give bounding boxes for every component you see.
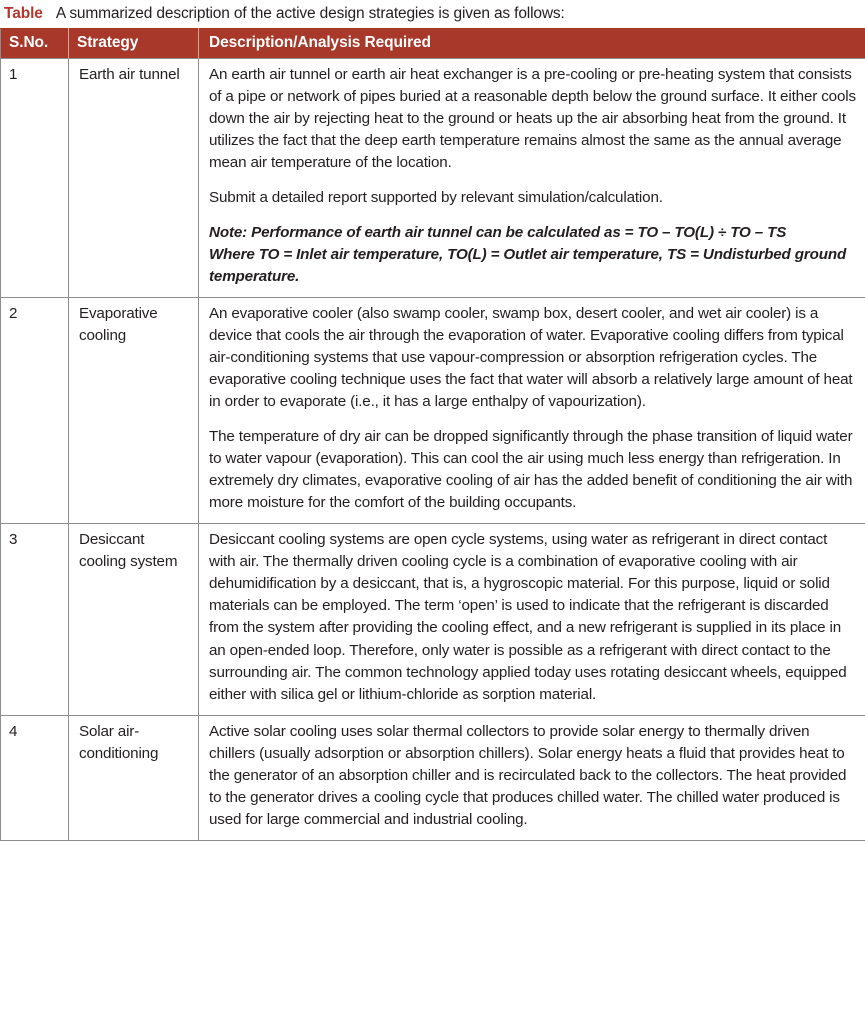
table-body	[1, 59, 865, 841]
cell-description	[199, 59, 865, 298]
cell-strategy: Solar air-conditioning	[69, 715, 199, 841]
table-header-row	[1, 29, 865, 59]
table-caption-label: Table	[4, 5, 43, 22]
cell-sno: 4	[1, 715, 69, 841]
description-paragraph: An evaporative cooler (also swamp cooler, swamp box, desert cooler, and wet air cooler) is a device that cools the air through the evaporation of water. Evaporative cooling differs from typical air-conditioning systems that use vapour-compression or absorption refrigeration cycles. The evaporative cooling technique uses the fact that water will absorb a relatively large amount of heat in order to evaporate (i.e., it has a large enthalpy of vapourization).	[209, 304, 853, 411]
table-row	[1, 297, 865, 523]
cell-strategy: Desiccant cooling system	[69, 523, 199, 715]
cell-description	[199, 297, 865, 523]
table-caption-text: A summarized description of the active design strategies is given as follows:	[55, 5, 565, 22]
cell-strategy: Evaporative cooling	[69, 297, 199, 523]
description-paragraph: Active solar cooling uses solar thermal collectors to provide solar energy to thermally driven chillers (usually adsorption or absorption chillers). Solar energy heats a fluid that provides heat to the generator of an absorption chiller and is recirculated back to the collectors. The heat provided to the generator drives a cooling cycle that produces chilled water. The chilled water produced is used for large commercial and industrial cooling.	[209, 722, 847, 829]
table-caption	[0, 0, 865, 28]
column-header-description: Description/Analysis Required	[199, 29, 865, 59]
cell-description	[199, 715, 865, 841]
table-row	[1, 715, 865, 841]
table-header	[1, 29, 865, 59]
description-paragraph: An earth air tunnel or earth air heat exchanger is a pre-cooling or pre-heating system that consists of a pipe or network of pipes buried at a reasonable depth below the ground surface. It either cools down the air by rejecting heat to the ground or heats up the air absorbing heat from the ground. It utilizes the fact that the deep earth temperature remains almost the same as the annual average mean air temperature of the location.	[209, 66, 856, 172]
cell-sno: 2	[1, 297, 69, 523]
description-note-line: Where TO = Inlet air temperature, TO(L) = Outlet air temperature, TS = Undisturbed ground temperature.	[209, 245, 847, 285]
description-note-line: Note: Performance of earth air tunnel can be calculated as = TO – TO(L) ÷ TO – TS	[209, 223, 787, 241]
description-paragraph: Desiccant cooling systems are open cycle systems, using water as refrigerant in direct contact with air. The thermally driven cooling cycle is a combination of evaporative cooling with air dehumidification by a desiccant, that is, a hygroscopic material. For this purpose, liquid or solid materials can be employed. The term ‘open’ is used to indicate that the refrigerant is discarded from the system after providing the cooling effect, and a new refrigerant is supplied in its place in an open-ended loop. Therefore, only water is possible as a refrigerant with direct contact to the surrounding air. The common technology applied today uses rotating desiccant wheels, equipped either with silica gel or lithium-chloride as sorption material.	[209, 530, 847, 703]
cell-sno: 3	[1, 523, 69, 715]
cell-description	[199, 523, 865, 715]
table-row	[1, 523, 865, 715]
active-design-strategies-table	[0, 28, 865, 841]
column-header-sno: S.No.	[1, 29, 69, 59]
description-paragraph: Submit a detailed report supported by relevant simulation/calculation.	[209, 188, 663, 206]
cell-sno: 1	[1, 59, 69, 298]
table-row	[1, 59, 865, 298]
description-paragraph: The temperature of dry air can be dropped significantly through the phase transition of liquid water to water vapour (evaporation). This can cool the air using much less energy than refrigeration. In extremely dry climates, evaporative cooling of air has the added benefit of conditioning the air with more moisture for the comfort of the building occupants.	[209, 427, 853, 511]
cell-strategy: Earth air tunnel	[69, 59, 199, 298]
column-header-strategy: Strategy	[69, 29, 199, 59]
